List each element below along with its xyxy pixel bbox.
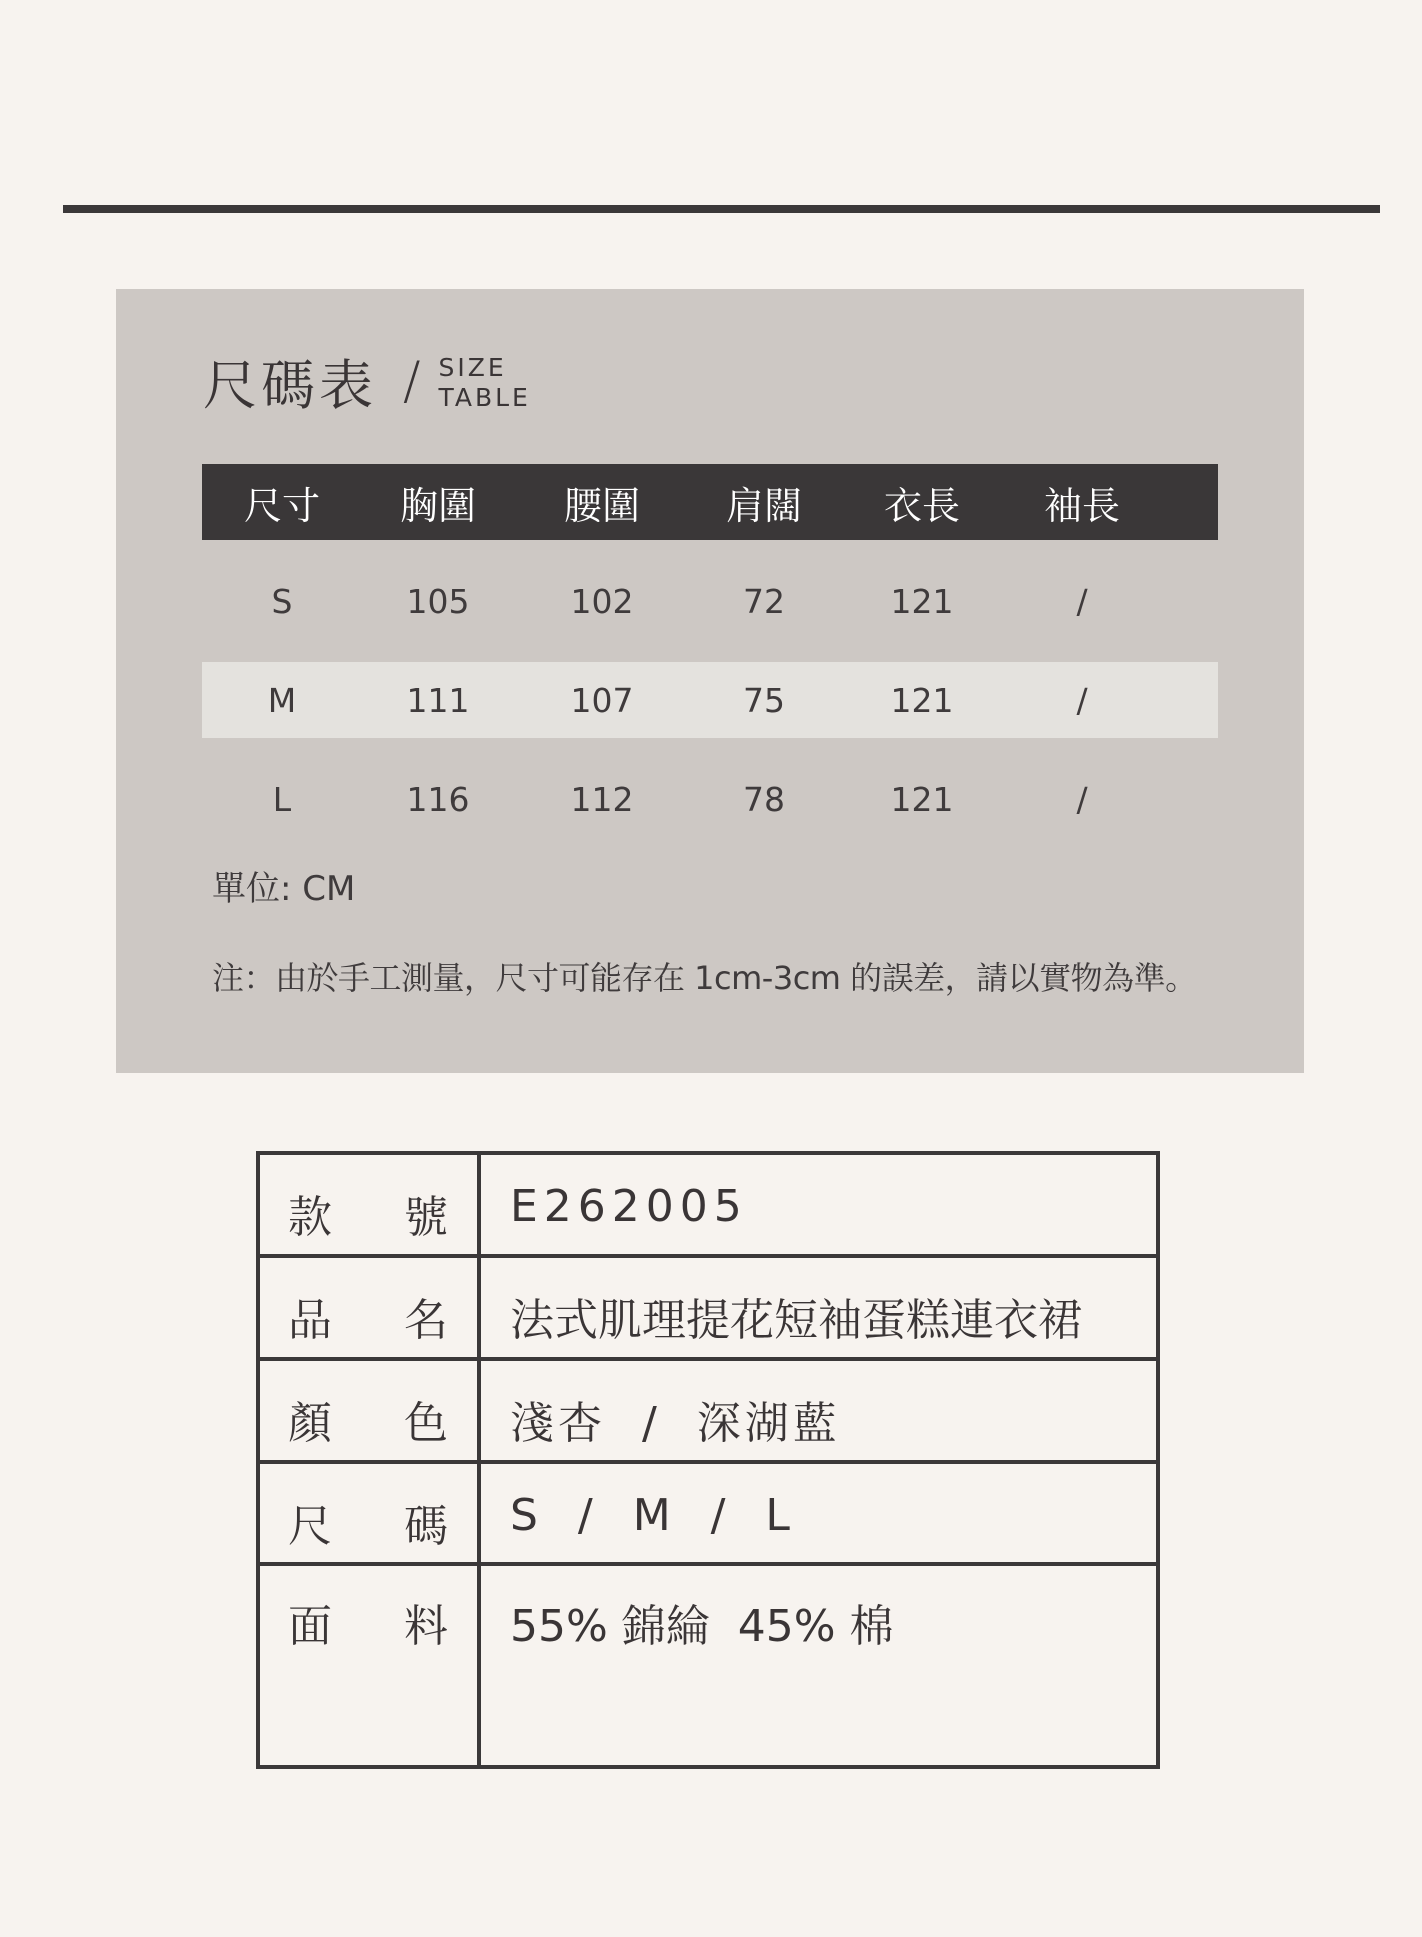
label-style-no — [288, 1181, 448, 1245]
cell-waist: 107 — [570, 680, 634, 720]
header-length: 衣長 — [883, 483, 960, 528]
cell-length: 121 — [890, 680, 954, 720]
label-char: 碼 — [404, 1501, 448, 1552]
cell-length: 121 — [890, 779, 954, 819]
value-style-no: E262005 — [510, 1181, 748, 1232]
label-color — [288, 1387, 448, 1451]
title-slash: / — [403, 351, 421, 411]
size-table — [202, 464, 1218, 837]
value-fabric: 55% 錦綸 45% 棉 — [510, 1601, 894, 1652]
size-chart-panel — [116, 289, 1304, 1073]
label-fabric — [288, 1590, 448, 1654]
cell-length: 121 — [890, 581, 954, 621]
unit-note: 單位: CM — [212, 869, 356, 909]
cell-waist: 102 — [570, 581, 634, 621]
cell-sleeve: / — [1076, 581, 1088, 621]
header-waist: 腰圍 — [563, 483, 640, 528]
cell-size: L — [272, 779, 292, 819]
info-row-style-no — [260, 1155, 1156, 1258]
cell-sleeve: / — [1076, 779, 1088, 819]
value-name: 法式肌理提花短袖蛋糕連衣裙 — [510, 1295, 1082, 1346]
table-row — [202, 761, 1218, 837]
header-size: 尺寸 — [243, 483, 320, 528]
label-char: 色 — [404, 1398, 448, 1449]
info-row-color — [260, 1361, 1156, 1464]
label-char: 顏 — [288, 1398, 332, 1449]
cell-chest: 116 — [406, 779, 470, 819]
label-sizes — [288, 1490, 448, 1554]
label-char: 尺 — [288, 1501, 332, 1552]
cell-shoulder: 75 — [743, 680, 785, 720]
value-sizes: S / M / L — [510, 1490, 794, 1541]
table-row — [202, 563, 1218, 639]
cell-shoulder: 78 — [743, 779, 785, 819]
cell-waist: 112 — [570, 779, 634, 819]
label-char: 料 — [404, 1601, 448, 1652]
size-chart-title — [203, 341, 531, 421]
label-char: 號 — [404, 1192, 448, 1243]
title-chinese: 尺碼表 — [203, 353, 377, 417]
cell-chest: 105 — [406, 581, 470, 621]
label-name — [288, 1284, 448, 1348]
title-english-line2: TABLE — [438, 383, 531, 412]
table-row — [202, 662, 1218, 738]
cell-size: M — [267, 680, 297, 720]
size-table-header — [202, 464, 1218, 540]
header-chest: 胸圍 — [399, 483, 476, 528]
label-char: 品 — [288, 1295, 332, 1346]
cell-sleeve: / — [1076, 680, 1088, 720]
title-english — [439, 349, 531, 413]
header-sleeve: 袖長 — [1043, 483, 1120, 528]
top-divider-line — [63, 205, 1380, 213]
info-row-sizes — [260, 1464, 1156, 1566]
label-char: 面 — [288, 1601, 332, 1652]
cell-size: S — [271, 581, 293, 621]
value-color: 淺杏 / 深湖藍 — [510, 1398, 841, 1449]
cell-chest: 111 — [406, 680, 470, 720]
info-row-name — [260, 1258, 1156, 1361]
header-shoulder: 肩闊 — [725, 483, 802, 528]
title-english-line1: SIZE — [438, 353, 507, 382]
product-info-table — [256, 1151, 1160, 1769]
info-row-fabric — [260, 1566, 1156, 1765]
cell-shoulder: 72 — [743, 581, 785, 621]
label-char: 名 — [404, 1295, 448, 1346]
measurement-note: 注：由於手工測量，尺寸可能存在 1cm-3cm 的誤差，請以實物為準。 — [212, 959, 1197, 997]
label-char: 款 — [288, 1192, 332, 1243]
